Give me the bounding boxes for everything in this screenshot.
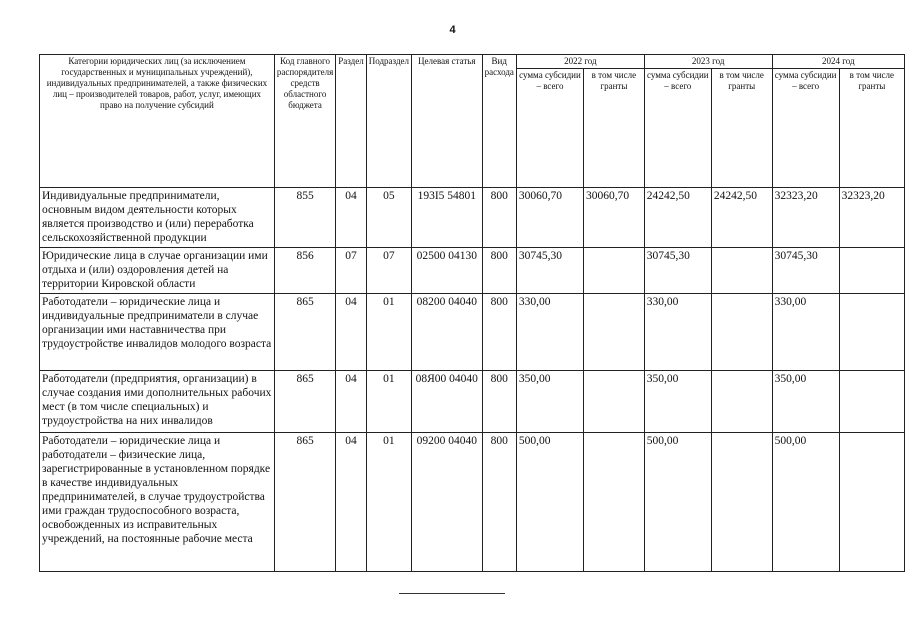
sum-2024-cell: 500,00 [772,433,839,572]
table-row [40,433,905,572]
header-target-article: Целевая статья [412,55,483,188]
table-row [40,371,905,433]
article-cell: 02500 04130 [412,248,483,294]
section-cell: 04 [336,188,366,248]
sum-2022-cell: 330,00 [516,294,583,371]
article-cell: 08200 04040 [412,294,483,371]
sum-2022-cell: 350,00 [516,371,583,433]
header-expense-type: Вид расхода [482,55,516,188]
header-category: Категории юридических лиц (за исключением государственных и муниципальных учреждений), индивидуальных предпринимателей, а также физических лиц – производителей товаров, работ, услуг, имеющих право на получение субсидий [40,55,275,188]
code-cell: 856 [274,248,335,294]
sum-2023-cell: 500,00 [644,433,711,572]
grants-2023-cell [711,294,772,371]
article-cell: 08Я00 04040 [412,371,483,433]
expense-cell: 800 [482,371,516,433]
article-cell: 193I5 54801 [412,188,483,248]
section-cell: 07 [336,248,366,294]
grants-2024-cell [839,248,904,294]
category-cell: Индивидуальные предприниматели, основным видом деятельности которых является производство и (или) переработка сельскохозяйственной продукции [40,188,275,248]
sum-2023-cell: 350,00 [644,371,711,433]
grants-2024-cell: 32323,20 [839,188,904,248]
section-cell: 04 [336,371,366,433]
sum-2024-cell: 350,00 [772,371,839,433]
subsection-cell: 01 [366,433,411,572]
code-cell: 855 [274,188,335,248]
grants-2023-cell [711,248,772,294]
separator-line [399,593,505,594]
subsection-cell: 01 [366,371,411,433]
grants-2022-cell [584,371,645,433]
header-year-2024: 2024 год [772,55,904,69]
header-grants-2023: в том числе гранты [711,69,772,188]
code-cell: 865 [274,433,335,572]
sum-2023-cell: 30745,30 [644,248,711,294]
expense-cell: 800 [482,294,516,371]
sum-2022-cell: 30060,70 [516,188,583,248]
header-year-2022: 2022 год [516,55,644,69]
sum-2024-cell: 30745,30 [772,248,839,294]
header-subsection: Подраздел [366,55,411,188]
sum-2024-cell: 32323,20 [772,188,839,248]
grants-2022-cell [584,294,645,371]
section-cell: 04 [336,433,366,572]
grants-2023-cell [711,433,772,572]
expense-cell: 800 [482,248,516,294]
category-cell: Юридические лица в случае организации ими отдыха и (или) оздоровления детей на территории Кировской области [40,248,275,294]
sum-2024-cell: 330,00 [772,294,839,371]
header-year-2023: 2023 год [644,55,772,69]
grants-2023-cell: 24242,50 [711,188,772,248]
table-row [40,248,905,294]
subsidies-table [39,54,905,572]
header-grants-2022: в том числе гранты [584,69,645,188]
header-sum-2023: сумма субсидии – всего [644,69,711,188]
header-sum-2022: сумма субсидии – всего [516,69,583,188]
grants-2024-cell [839,371,904,433]
code-cell: 865 [274,294,335,371]
sum-2023-cell: 24242,50 [644,188,711,248]
header-admin-code: Код главного распорядителя средств областного бюджета [274,55,335,188]
grants-2022-cell [584,433,645,572]
grants-2022-cell: 30060,70 [584,188,645,248]
header-section: Раздел [336,55,366,188]
subsection-cell: 05 [366,188,411,248]
grants-2024-cell [839,294,904,371]
subsection-cell: 01 [366,294,411,371]
table-row [40,188,905,248]
grants-2023-cell [711,371,772,433]
expense-cell: 800 [482,188,516,248]
sum-2022-cell: 500,00 [516,433,583,572]
sum-2022-cell: 30745,30 [516,248,583,294]
header-grants-2024: в том числе гранты [839,69,904,188]
category-cell: Работодатели – юридические лица и индивидуальные предприниматели в случае организации ими наставничества при трудоустройстве инвалидов молодого возраста [40,294,275,371]
category-cell: Работодатели (предприятия, организации) в случае создания ими дополнительных рабочих мест (в том числе специальных) и трудоустройства на них инвалидов [40,371,275,433]
expense-cell: 800 [482,433,516,572]
section-cell: 04 [336,294,366,371]
category-cell: Работодатели – юридические лица и работодатели – физические лица, зарегистрированные в установленном порядке в качестве индивидуальных предпринимателей, в случае трудоустройства ими граждан трудоспособного возраста, освобожденных из исправительных учреждений, на постоянные рабочие места [40,433,275,572]
code-cell: 865 [274,371,335,433]
sum-2023-cell: 330,00 [644,294,711,371]
table-row [40,294,905,371]
article-cell: 09200 04040 [412,433,483,572]
page-number: 4 [449,24,456,36]
grants-2022-cell [584,248,645,294]
header-sum-2024: сумма субсидии – всего [772,69,839,188]
subsection-cell: 07 [366,248,411,294]
grants-2024-cell [839,433,904,572]
